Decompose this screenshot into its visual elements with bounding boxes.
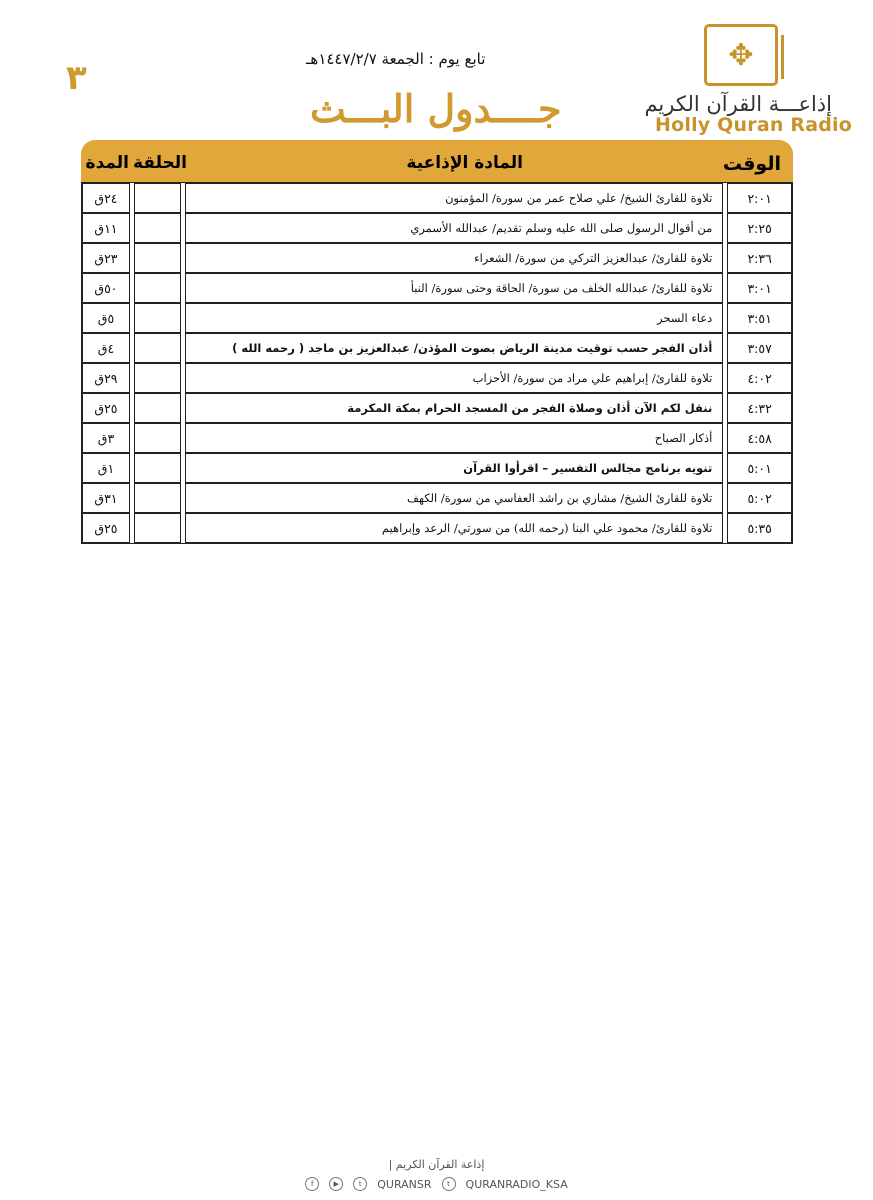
- row-episode: [134, 483, 181, 513]
- row-material: تلاوة للقارئ/ محمود علي البنا (رحمه الله) من سورتي/ الرعد وإبراهيم: [185, 513, 724, 543]
- schedule-table: [81, 182, 793, 544]
- row-material: تلاوة للقارئ/ عبدالعزيز التركي من سورة/ الشعراء: [185, 243, 724, 273]
- palm-emblem-icon: ✥: [704, 24, 778, 86]
- row-duration: ١ق: [82, 453, 130, 483]
- row-material: دعاء السحر: [185, 303, 724, 333]
- cell-spacer: [130, 513, 134, 543]
- table-row: [82, 273, 792, 303]
- cell-spacer: [723, 423, 727, 453]
- cell-spacer: [130, 423, 134, 453]
- cell-spacer: [130, 393, 134, 423]
- youtube-icon: ▶: [329, 1177, 343, 1191]
- row-duration: ٢٥ق: [82, 393, 130, 423]
- table-row: [82, 333, 792, 363]
- row-time: ٣:٥٧: [727, 333, 792, 363]
- row-duration: ٣١ق: [82, 483, 130, 513]
- cell-spacer: [130, 453, 134, 483]
- cell-spacer: [181, 453, 185, 483]
- table-row: [82, 363, 792, 393]
- cell-spacer: [723, 333, 727, 363]
- cell-spacer: [723, 513, 727, 543]
- row-duration: ١١ق: [82, 213, 130, 243]
- cell-spacer: [130, 333, 134, 363]
- cell-spacer: [181, 183, 185, 213]
- row-duration: ٥٠ق: [82, 273, 130, 303]
- row-episode: [134, 393, 181, 423]
- twitter-icon: t: [353, 1177, 367, 1191]
- footer: [0, 1158, 873, 1191]
- column-header-duration: المدة: [85, 153, 129, 173]
- cell-spacer: [723, 183, 727, 213]
- cell-spacer: [181, 513, 185, 543]
- cell-spacer: [181, 243, 185, 273]
- logo-english-name: Holly Quran Radio: [655, 114, 853, 136]
- row-time: ٥:٠١: [727, 453, 792, 483]
- row-duration: ٢٩ق: [82, 363, 130, 393]
- row-episode: [134, 303, 181, 333]
- row-duration: ٢٤ق: [82, 183, 130, 213]
- row-episode: [134, 273, 181, 303]
- row-time: ٤:٥٨: [727, 423, 792, 453]
- row-episode: [134, 423, 181, 453]
- page-title: جــــدول البـــث: [310, 86, 562, 131]
- row-time: ٣:٥١: [727, 303, 792, 333]
- row-time: ٤:٣٢: [727, 393, 792, 423]
- row-duration: ٣ق: [82, 423, 130, 453]
- table-row: [82, 453, 792, 483]
- row-episode: [134, 453, 181, 483]
- row-time: ٤:٠٢: [727, 363, 792, 393]
- cell-spacer: [181, 483, 185, 513]
- cell-spacer: [130, 243, 134, 273]
- table-header: [81, 140, 793, 182]
- row-episode: [134, 513, 181, 543]
- table-row: [82, 483, 792, 513]
- row-material: أذكار الصباح: [185, 423, 724, 453]
- cell-spacer: [130, 273, 134, 303]
- cell-spacer: [723, 303, 727, 333]
- page-number: ٣: [66, 58, 87, 98]
- cell-spacer: [181, 363, 185, 393]
- cell-spacer: [723, 393, 727, 423]
- row-material: تلاوة للقارئ/ إبراهيم علي مراد من سورة/ الأحزاب: [185, 363, 724, 393]
- cell-spacer: [723, 483, 727, 513]
- footer-handle-2: QURANRADIO_KSA: [465, 1177, 568, 1191]
- column-header-material: المادة الإذاعية: [406, 153, 523, 173]
- row-episode: [134, 363, 181, 393]
- row-duration: ٢٣ق: [82, 243, 130, 273]
- cell-spacer: [181, 303, 185, 333]
- row-time: ٢:٣٦: [727, 243, 792, 273]
- row-episode: [134, 183, 181, 213]
- schedule-subtitle: تابع يوم : الجمعة ١٤٤٧/٢/٧هـ: [306, 50, 486, 68]
- row-material: تلاوة للقارئ/ عبدالله الخلف من سورة/ الحاقة وحتى سورة/ النبأ: [185, 273, 724, 303]
- cell-spacer: [723, 273, 727, 303]
- row-time: ٢:٠١: [727, 183, 792, 213]
- row-episode: [134, 243, 181, 273]
- table-row: [82, 243, 792, 273]
- cell-spacer: [181, 393, 185, 423]
- row-time: ٥:٣٥: [727, 513, 792, 543]
- column-header-episode: الحلقة: [133, 153, 187, 173]
- cell-spacer: [723, 213, 727, 243]
- cell-spacer: [181, 273, 185, 303]
- cell-spacer: [181, 423, 185, 453]
- row-duration: ٥ق: [82, 303, 130, 333]
- row-episode: [134, 213, 181, 243]
- row-time: ٣:٠١: [727, 273, 792, 303]
- cell-spacer: [181, 213, 185, 243]
- table-row: [82, 213, 792, 243]
- cell-spacer: [130, 303, 134, 333]
- footer-social: [0, 1177, 873, 1191]
- cell-spacer: [130, 363, 134, 393]
- row-material: ننقل لكم الآن أذان وصلاة الفجر من المسجد الحرام بمكة المكرمة: [185, 393, 724, 423]
- row-duration: ٤ق: [82, 333, 130, 363]
- cell-spacer: [130, 483, 134, 513]
- logo-arabic-name: إذاعـــة القرآن الكريم: [644, 92, 832, 116]
- row-material: تنويه برنامج مجالس التفسير – اقرأوا القرآن: [185, 453, 724, 483]
- facebook-icon: f: [305, 1177, 319, 1191]
- twitter-icon-2: t: [442, 1177, 456, 1191]
- footer-brand: إذاعة القرآن الكريم |: [388, 1158, 485, 1171]
- cell-spacer: [130, 183, 134, 213]
- row-material: تلاوة للقارئ الشيخ/ علي صلاح عمر من سورة/ المؤمنون: [185, 183, 724, 213]
- column-header-time: الوقت: [722, 153, 781, 175]
- logo: [644, 24, 853, 139]
- table-row: [82, 303, 792, 333]
- table-row: [82, 423, 792, 453]
- cell-spacer: [723, 363, 727, 393]
- row-material: أذان الفجر حسب توقيت مدينة الرياض بصوت المؤذن/ عبدالعزيز بن ماجد ( رحمه الله ): [185, 333, 724, 363]
- row-time: ٥:٠٢: [727, 483, 792, 513]
- row-episode: [134, 333, 181, 363]
- table-row: [82, 513, 792, 543]
- row-material: من أقوال الرسول صلى الله عليه وسلم تقديم/ عبدالله الأسمري: [185, 213, 724, 243]
- cell-spacer: [130, 213, 134, 243]
- cell-spacer: [723, 453, 727, 483]
- row-material: تلاوة للقارئ الشيخ/ مشاري بن راشد العفاسي من سورة/ الكهف: [185, 483, 724, 513]
- footer-handle-1: QURANSR: [377, 1177, 432, 1191]
- table-row: [82, 393, 792, 423]
- cell-spacer: [723, 243, 727, 273]
- row-duration: ٢٥ق: [82, 513, 130, 543]
- cell-spacer: [181, 333, 185, 363]
- table-row: [82, 183, 792, 213]
- row-time: ٢:٢٥: [727, 213, 792, 243]
